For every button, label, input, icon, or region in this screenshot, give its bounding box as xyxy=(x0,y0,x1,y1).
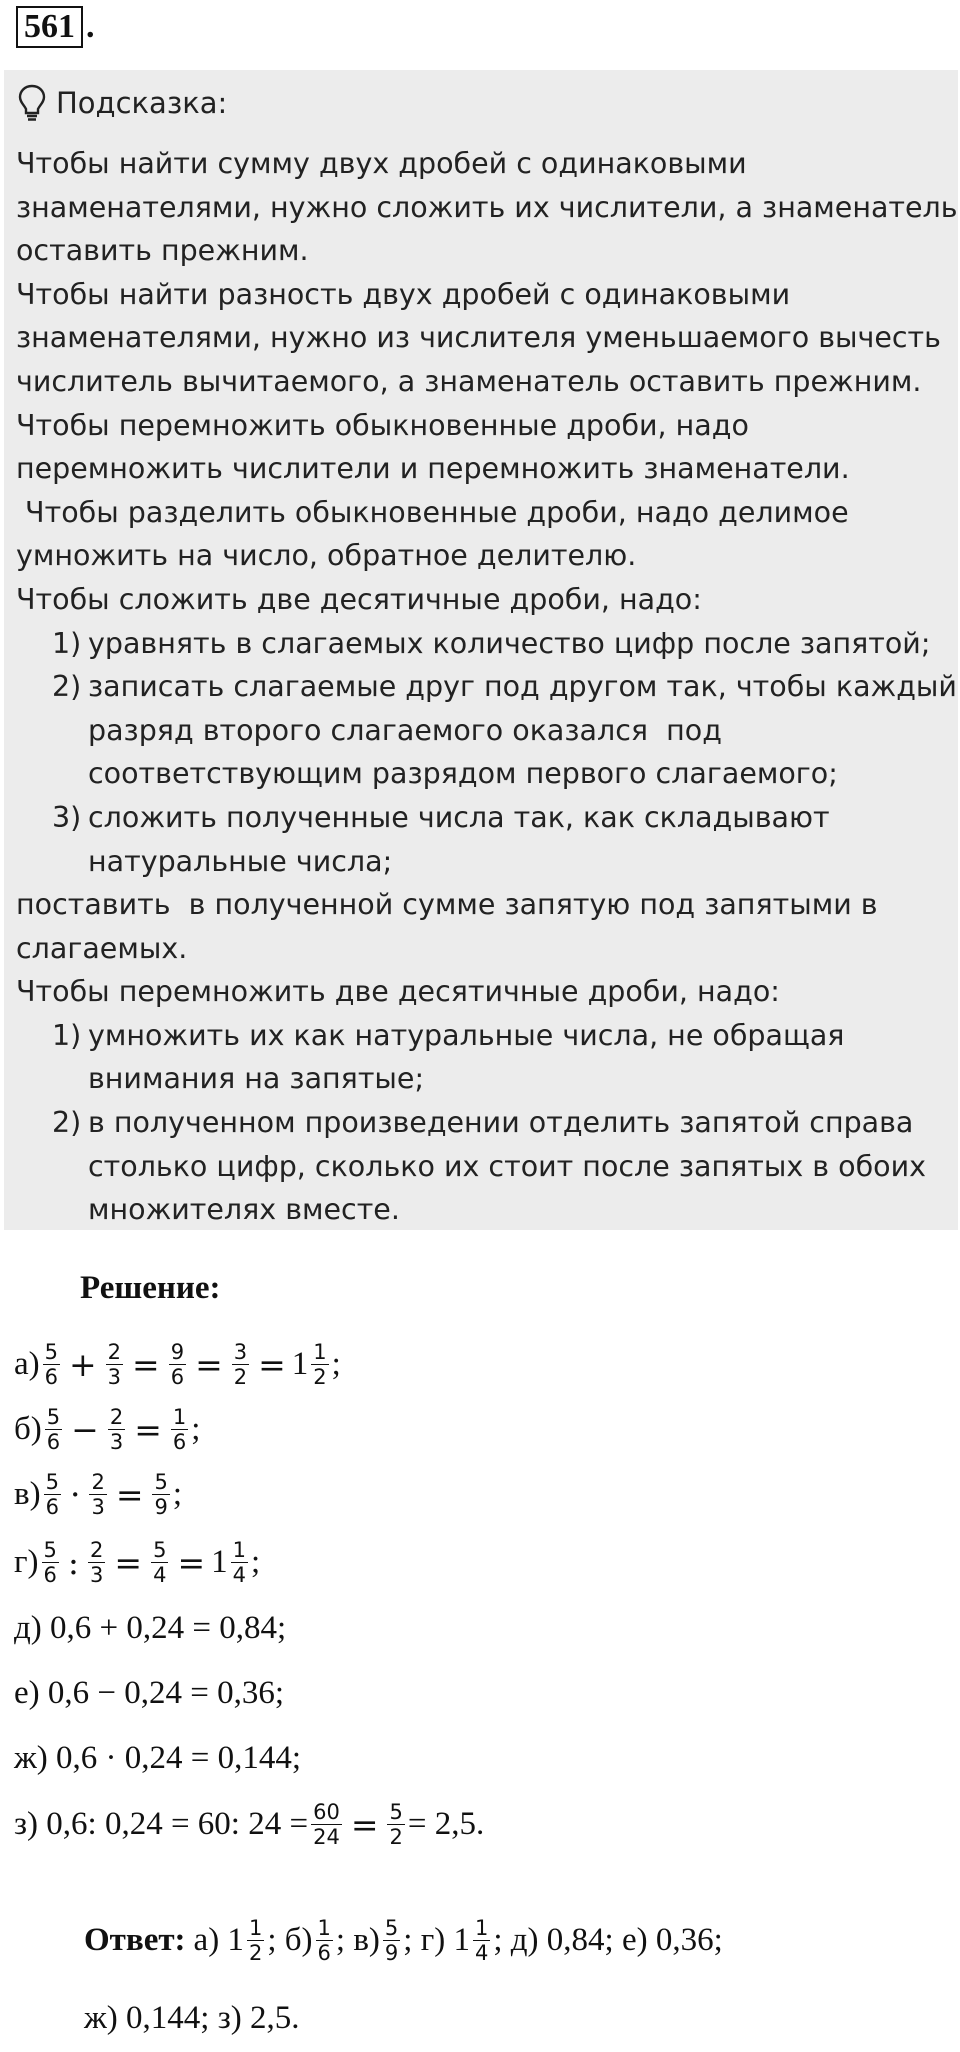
list-item-line: в полученном произведении отделить запятой справа xyxy=(88,1106,914,1140)
fraction: $\frac{5}{4}$ xyxy=(153,1538,167,1587)
hint-body xyxy=(16,142,958,1232)
hint-line: поставить в полученной сумме запятую под запятыми в xyxy=(16,888,878,922)
hint-title: Подсказка: xyxy=(56,86,228,120)
list-item-line: натуральные числа; xyxy=(88,844,393,878)
fraction: $\frac{5}{6}$ xyxy=(44,1340,59,1389)
list-item-line: соответствующим разрядом первого слагаемого; xyxy=(88,757,838,791)
list-number: 1) xyxy=(52,1018,82,1052)
hint-list-item xyxy=(16,665,957,796)
hint-line: оставить прежним. xyxy=(16,234,309,268)
hint-line: слагаемых. xyxy=(16,931,188,965)
solution-line-a: а) $\frac{5}{6}$ + $\frac{2}{3}$ = $\frac{9}{6}$ = $\frac{3}{2}$ = 1 $\frac{1}{2}$ ; xyxy=(14,1340,341,1389)
hint-list-item xyxy=(16,622,946,666)
hint-line: Чтобы найти сумму двух дробей с одинаковыми xyxy=(16,147,747,180)
hint-line: числитель вычитаемого, а знаменатель оставить прежним. xyxy=(16,364,922,398)
hint-list-addition xyxy=(16,622,957,884)
solution-title: Решение: xyxy=(80,1270,221,1306)
list-item-line: сложить полученные числа так, как складывают xyxy=(88,800,830,834)
fraction: $\frac{1}{2}$ xyxy=(313,1340,327,1389)
solution-line-b: б) $\frac{5}{6}$ − $\frac{2}{3}$ = $\frac{1}{6}$ ; xyxy=(14,1405,201,1454)
fraction: $\frac{5}{6}$ xyxy=(46,1405,61,1454)
hint-line: знаменателями, нужно из числителя уменьшаемого вычесть xyxy=(16,321,941,355)
hint-line: Чтобы найти разность двух дробей с одинаковыми xyxy=(16,277,791,311)
solution-line-g: г) $\frac{5}{6}$ : $\frac{2}{3}$ = $\frac{5}{4}$ = 1 $\frac{1}{4}$ ; xyxy=(14,1538,261,1587)
list-item-line: столько цифр, сколько их стоит после запятых в обоих xyxy=(88,1149,926,1183)
hint-header xyxy=(18,78,227,128)
fraction: $\frac{5}{6}$ xyxy=(43,1538,57,1587)
hint-line: Чтобы разделить обыкновенные дроби, надо делимое xyxy=(16,495,849,529)
solution-line-v: в) $\frac{5}{6}$ · $\frac{2}{3}$ = $\frac{5}{9}$ ; xyxy=(14,1470,183,1519)
list-item-line: множителях вместе. xyxy=(88,1193,400,1227)
list-number: 1) xyxy=(52,626,82,660)
solution-line-d: д) 0,6 + 0,24 = 0,84; xyxy=(14,1610,287,1646)
hint-list-multiplication xyxy=(16,1014,946,1232)
list-item-line: разряд второго слагаемого оказался под xyxy=(88,713,722,747)
hint-list-item xyxy=(16,1101,946,1232)
list-number: 2) xyxy=(52,670,82,704)
fraction: $\frac{5}{6}$ xyxy=(45,1470,59,1519)
problem-number-box: 561 xyxy=(16,6,83,48)
answer-line-2: ж) 0,144; з) 2,5. xyxy=(84,2000,300,2036)
fraction: $\frac{1}{4}$ xyxy=(232,1538,246,1587)
list-item-line: записать слагаемые друг под другом так, чтобы каждый xyxy=(88,670,957,704)
fraction: $\frac{1}{4}$ xyxy=(474,1916,489,1965)
fraction: $\frac{2}{3}$ xyxy=(109,1405,124,1454)
fraction: $\frac{1}{2}$ xyxy=(248,1916,263,1965)
hint-list-item xyxy=(16,1014,946,1101)
list-item-line: умножить их как натуральные числа, не обращая xyxy=(88,1018,845,1052)
lightbulb-icon xyxy=(18,84,46,122)
fraction: $\frac{2}{3}$ xyxy=(90,1538,104,1587)
hint-line: Чтобы сложить две десятичные дроби, надо: xyxy=(16,582,702,616)
hint-line: знаменателями, нужно сложить их числители, а знаменатель xyxy=(16,190,958,224)
answer-label: Ответ: xyxy=(84,1922,186,1958)
answer-line-1: Ответ: а) 1 $\frac{1}{2}$ ; б) $\frac{1}{6}$ ; в) $\frac{5}{9}$ ; г) 1 $\frac{1}{4}$ ; д) 0,84; е) 0,36; xyxy=(84,1916,723,1965)
fraction: $\frac{5}{9}$ xyxy=(154,1470,168,1519)
fraction: $\frac{1}{6}$ xyxy=(317,1916,331,1965)
fraction: $\frac{2}{3}$ xyxy=(91,1470,105,1519)
hint-line: Чтобы перемножить две десятичные дроби, надо: xyxy=(16,975,780,1009)
solution-line-zh: ж) 0,6 · 0,24 = 0,144; xyxy=(14,1740,302,1776)
solution-line-z: з) 0,6: 0,24 = 60: 24 = $\frac{60}{24}$ = $\frac{5}{2}$ = 2,5. xyxy=(14,1800,485,1849)
solution-line-e: е) 0,6 − 0,24 = 0,36; xyxy=(14,1675,285,1711)
problem-number: 561 . xyxy=(16,6,95,48)
fraction: $\frac{2}{3}$ xyxy=(107,1340,122,1389)
hint-list-item xyxy=(16,796,946,883)
list-item-line: внимания на запятые; xyxy=(88,1062,425,1096)
list-item-line: уравнять в слагаемых количество цифр после запятой; xyxy=(88,626,931,660)
fraction: $\frac{3}{2}$ xyxy=(233,1340,248,1389)
fraction: $\frac{60}{24}$ xyxy=(313,1800,340,1849)
hint-line: умножить на число, обратное делителю. xyxy=(16,539,637,573)
hint-line: Чтобы перемножить обыкновенные дроби, надо xyxy=(16,408,749,442)
fraction: $\frac{1}{6}$ xyxy=(172,1405,187,1454)
fraction: $\frac{9}{6}$ xyxy=(170,1340,185,1389)
fraction: $\frac{5}{2}$ xyxy=(389,1800,403,1849)
hint-line: перемножить числители и перемножить знаменатели. xyxy=(16,452,850,486)
fraction: $\frac{5}{9}$ xyxy=(384,1916,399,1965)
list-number: 2) xyxy=(52,1106,82,1140)
list-number: 3) xyxy=(52,800,82,834)
hint-panel xyxy=(4,70,958,1230)
